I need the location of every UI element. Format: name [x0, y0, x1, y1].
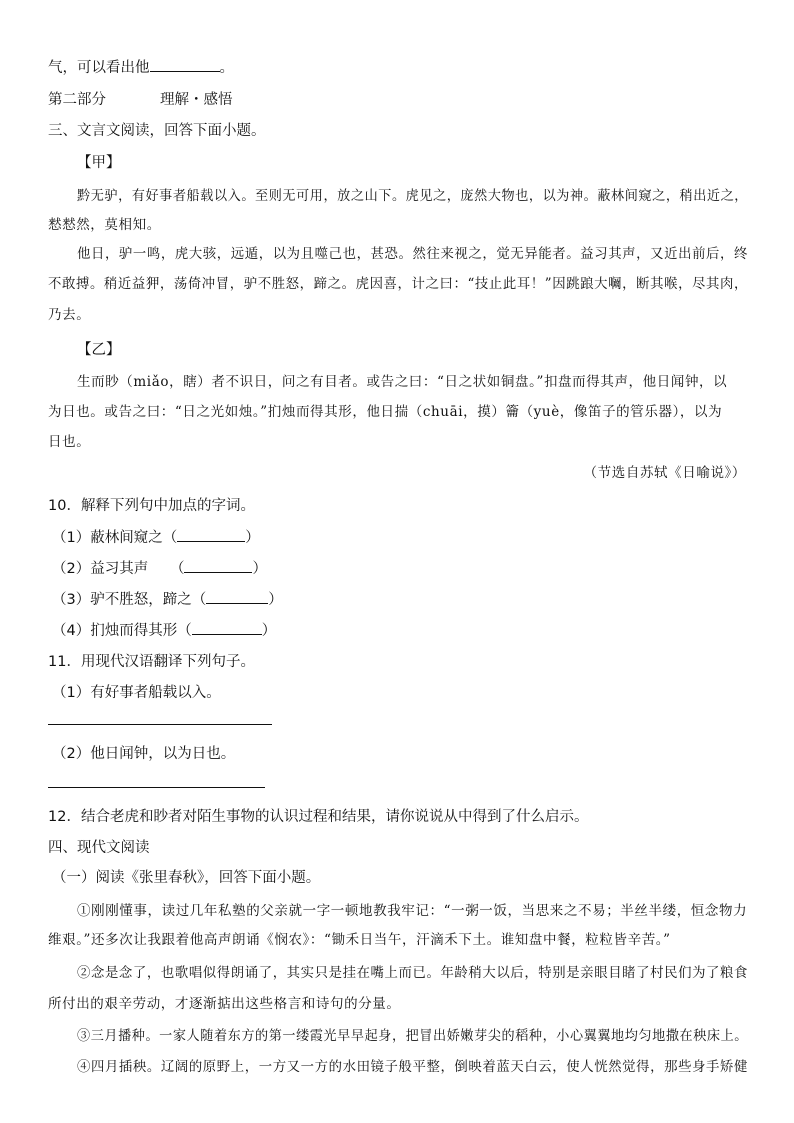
passage-label-jia: 【甲】: [77, 155, 121, 171]
continued-sentence: [48, 56, 234, 77]
continued-sentence-text: 气，可以看出他: [48, 60, 150, 76]
answer-blank[interactable]: [177, 527, 245, 542]
passage-line: 日也。: [48, 434, 91, 450]
passage-line: 生而眇（miǎo，瞎）者不识日，问之有目者。或告之曰：“日之状如铜盘。”扣盘而得其声，他日闻钟，以: [77, 374, 728, 390]
modern-passage-line: ④四月插秧。辽阔的原野上，一方又一方的水田镜子般平整，倒映着蓝天白云，使人恍然觉得，那些身手矫健: [77, 1059, 748, 1075]
answer-line[interactable]: [48, 787, 265, 788]
item-close: ）: [261, 623, 277, 639]
passage-line: 慭慭然，莫相知。: [48, 217, 161, 233]
modern-passage-line: 维艰。”还多次让我跟着他高声朗诵《悯农》：“锄禾日当午，汗滴禾下土。谁知盘中餐，粒粒皆辛苦。”: [48, 932, 671, 948]
passage-line: 黔无驴，有好事者船载以入。至则无可用，放之山下。虎见之，庞然大物也，以为神。蔽林间窥之，稍出近之，: [77, 188, 749, 204]
item-text: （1）蔽林间窥之（: [52, 530, 178, 546]
item-close: ）: [268, 592, 283, 608]
modern-passage-line: 所付出的艰辛劳动，才逐渐掂出这些格言和诗句的分量。: [48, 996, 401, 1012]
passage-label-yi: 【乙】: [77, 342, 121, 358]
question-10-item: [52, 557, 267, 578]
answer-blank[interactable]: [206, 589, 268, 604]
section-heading-classical: 三、文言文阅读，回答下面小题。: [48, 123, 266, 139]
answer-blank[interactable]: [150, 57, 220, 72]
item-close: ）: [245, 530, 260, 546]
passage-line: 乃去。: [48, 307, 91, 323]
item-close: ）: [252, 561, 267, 577]
passage-source: （节选自苏轼《日喻说》）: [583, 465, 746, 481]
part-title: 理解・感悟: [160, 92, 233, 108]
modern-passage-line: ③三月播种。一家人随着东方的第一缕霞光早早起身，把冒出娇嫩芽尖的稻种，小心翼翼地均匀地撒在秧床上。: [77, 1028, 749, 1044]
question-11-item: （1）有好事者船载以入。: [52, 685, 221, 701]
question-12-stem: 12．结合老虎和眇者对陌生事物的认识过程和结果，请你说说从中得到了什么启示。: [48, 809, 589, 825]
item-text: （3）驴不胜怒，蹄之（: [52, 592, 207, 608]
item-text: （4）扪烛而得其形（: [52, 623, 192, 639]
passage-line: 为日也。或告之曰：“日之光如烛。”扪烛而得其形，他日揣（chuāi，摸）籥（yuè，像笛子的管乐器），以为: [48, 404, 723, 420]
section-heading-modern: 四、现代文阅读: [48, 840, 150, 856]
modern-passage-line: ①刚刚懂事，读过几年私塾的父亲就一字一顿地教我牢记：“一粥一饭，当思来之不易；半丝半缕，恒念物力: [77, 903, 748, 919]
answer-blank[interactable]: [192, 620, 262, 635]
passage-line: 他日，驴一鸣，虎大骇，远遁，以为且噬己也，甚恐。然往来视之，觉无异能者。益习其声，又近出前后，终: [77, 246, 748, 262]
question-11-item: （2）他日闻钟，以为日也。: [52, 746, 236, 762]
passage-line: 不敢搏。稍近益狎，荡倚冲冒，驴不胜怒，蹄之。虎因喜，计之曰：“技止此耳！”因跳踉大㘎，断其喉，尽其肉，: [48, 276, 748, 292]
question-10-stem: 10．解释下列句中加点的字词。: [48, 498, 255, 514]
modern-passage-line: ②念是念了，也歌唱似得朗诵了，其实只是挂在嘴上而已。年龄稍大以后，特别是亲眼目睹了村民们为了粮食: [77, 965, 748, 981]
question-11-stem: 11．用现代汉语翻译下列句子。: [48, 654, 255, 670]
question-10-item: [52, 619, 276, 640]
part-heading: [48, 88, 106, 109]
answer-blank[interactable]: [184, 558, 252, 573]
question-10-item: [52, 526, 260, 547]
question-10-item: [52, 588, 283, 609]
sub-heading-one: （一）阅读《张里春秋》，回答下面小题。: [52, 870, 321, 886]
period: 。: [219, 60, 234, 76]
answer-line[interactable]: [48, 724, 272, 725]
item-text: （2）益习其声 （: [52, 561, 185, 577]
part-label: 第二部分: [48, 92, 106, 108]
